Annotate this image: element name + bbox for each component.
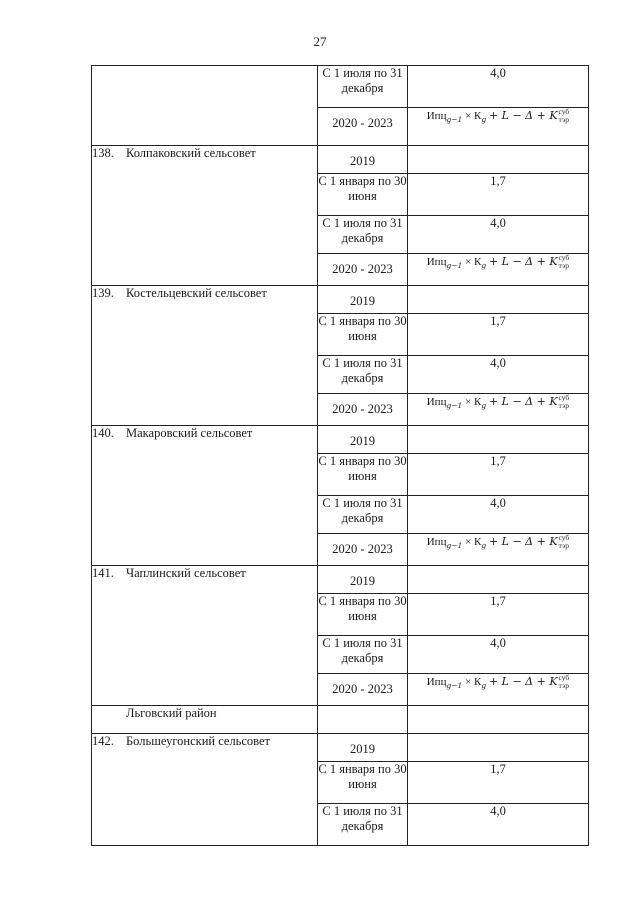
formula-prefix: Ипц xyxy=(426,109,447,122)
entry-number: 141. xyxy=(92,566,114,580)
formula: $Ипц_{g-1} \times К_g + L - \Delta$ + Kсуб тэр xyxy=(426,107,570,124)
formula-cell xyxy=(408,674,589,706)
name-cell xyxy=(92,66,318,146)
formula-cell xyxy=(408,534,589,566)
table-row xyxy=(92,146,589,174)
period-cell: С 1 января по 30 июня xyxy=(318,314,408,356)
value-cell xyxy=(408,286,589,314)
period-cell: С 1 июля по 31 декабря xyxy=(318,356,408,394)
value-cell: 4,0 xyxy=(408,356,589,394)
entry-name: Колпаковский сельсовет xyxy=(126,146,256,160)
value-cell xyxy=(408,566,589,594)
period-cell: С 1 июля по 31 декабря xyxy=(318,496,408,534)
formula-prefix: Ипц xyxy=(426,675,447,688)
formula: $Ипц_{g-1} \times К_g + L - \Delta$ + Kсуб тэр xyxy=(426,673,570,690)
value-cell: 1,7 xyxy=(408,314,589,356)
period-cell: С 1 января по 30 июня xyxy=(318,762,408,804)
formula-cell xyxy=(408,394,589,426)
value-cell xyxy=(408,734,589,762)
period-cell: С 1 июля по 31 декабря xyxy=(318,804,408,846)
name-cell xyxy=(92,426,318,566)
period-cell: 2020 - 2023 xyxy=(318,254,408,286)
period-cell: С 1 июля по 31 декабря xyxy=(318,216,408,254)
formula: $Ипц_{g-1} \times К_g + L - \Delta$ + Kсуб тэр xyxy=(426,533,570,550)
entry-number: 140. xyxy=(92,426,114,440)
name-cell xyxy=(92,286,318,426)
formula: $Ипц_{g-1} \times К_g + L - \Delta$ + Kсуб тэр xyxy=(426,253,570,270)
formula-prefix-sub: g−1 xyxy=(446,680,463,690)
formula-prefix: Ипц xyxy=(426,395,447,408)
formula-prefix-sub: g−1 xyxy=(446,540,463,550)
value-cell: 4,0 xyxy=(408,804,589,846)
entry-name: Макаровский сельсовет xyxy=(126,426,253,440)
formula-prefix-sub: g−1 xyxy=(446,400,463,410)
period-cell: С 1 января по 30 июня xyxy=(318,174,408,216)
period-cell: С 1 июля по 31 декабря xyxy=(318,66,408,108)
value-cell: 1,7 xyxy=(408,594,589,636)
table-row xyxy=(92,734,589,762)
period-cell xyxy=(318,706,408,734)
entry-number: 142. xyxy=(92,734,114,748)
entry-name: Большеугонский сельсовет xyxy=(126,734,271,748)
period-cell: С 1 января по 30 июня xyxy=(318,594,408,636)
period-cell: 2019 xyxy=(318,286,408,314)
value-cell xyxy=(408,146,589,174)
period-cell: С 1 января по 30 июня xyxy=(318,454,408,496)
formula-cell xyxy=(408,254,589,286)
district-row xyxy=(92,706,589,734)
value-cell xyxy=(408,706,589,734)
value-cell: 4,0 xyxy=(408,496,589,534)
formula-cell xyxy=(408,108,589,146)
value-cell: 1,7 xyxy=(408,174,589,216)
entry-name: Костельцевский сельсовет xyxy=(126,286,267,300)
value-cell: 1,7 xyxy=(408,762,589,804)
value-cell xyxy=(408,426,589,454)
district-cell xyxy=(92,706,318,734)
name-cell xyxy=(92,734,318,846)
formula: $Ипц_{g-1} \times К_g + L - \Delta$ + Kсуб тэр xyxy=(426,393,570,410)
name-cell xyxy=(92,146,318,286)
table-row xyxy=(92,426,589,454)
value-cell: 1,7 xyxy=(408,454,589,496)
value-cell: 4,0 xyxy=(408,636,589,674)
table-row xyxy=(92,566,589,594)
formula-prefix-sub: g−1 xyxy=(446,114,463,124)
page-number: 27 xyxy=(313,34,327,49)
tariff-table xyxy=(91,65,589,846)
table-row xyxy=(92,66,589,108)
period-cell: 2019 xyxy=(318,146,408,174)
value-cell: 4,0 xyxy=(408,66,589,108)
period-cell: С 1 июля по 31 декабря xyxy=(318,636,408,674)
period-cell: 2019 xyxy=(318,566,408,594)
entry-number: 138. xyxy=(92,146,114,160)
period-cell: 2020 - 2023 xyxy=(318,674,408,706)
formula-prefix-sub: g−1 xyxy=(446,260,463,270)
tariff-table-body xyxy=(92,66,589,846)
name-cell xyxy=(92,566,318,706)
period-cell: 2019 xyxy=(318,426,408,454)
period-cell: 2019 xyxy=(318,734,408,762)
formula-prefix: Ипц xyxy=(426,255,447,268)
period-cell: 2020 - 2023 xyxy=(318,394,408,426)
value-cell: 4,0 xyxy=(408,216,589,254)
entry-number: 139. xyxy=(92,286,114,300)
formula-prefix: Ипц xyxy=(426,535,447,548)
district-name: Льговский район xyxy=(126,706,217,720)
period-cell: 2020 - 2023 xyxy=(318,108,408,146)
period-cell: 2020 - 2023 xyxy=(318,534,408,566)
table-row xyxy=(92,286,589,314)
entry-name: Чаплинский сельсовет xyxy=(126,566,246,580)
